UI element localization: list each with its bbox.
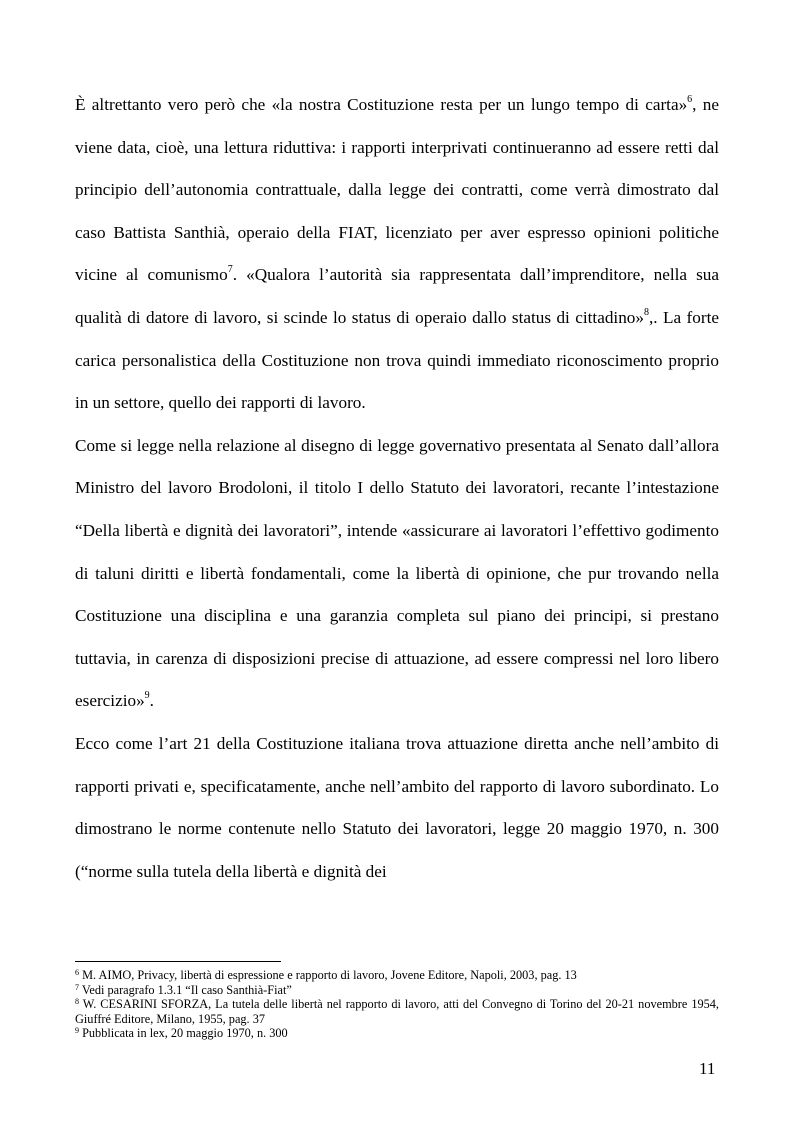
footnote-number: 7 [75, 982, 79, 992]
footnote-9 [75, 1026, 719, 1041]
footnote-8 [75, 997, 719, 1026]
footnote-ref-6: 6 [687, 94, 693, 105]
footnote-ref-8: 8 [643, 306, 649, 318]
footnote-number: 6 [75, 968, 79, 977]
footnote-text: M. AIMO, Privacy, libertà di espressione e rapporto di lavoro, Jovene Editore, Napoli, 2003, pag. 13 [79, 968, 577, 982]
footnote-number: 8 [75, 997, 79, 1007]
page-number: 11 [699, 1059, 716, 1078]
paragraph-2 [75, 425, 719, 723]
paragraph-1-text-d: ,. La forte carica personalistica della Costituzione non trova quindi immediato riconoscimento proprio in un settore, quello dei rapporti di lavoro. [75, 307, 719, 413]
footnote-text: Vedi paragrafo 1.3.1 “Il caso Santhià-Fiat” [79, 982, 292, 997]
footnotes [75, 968, 719, 1041]
paragraph-2-text-b: . [149, 691, 154, 711]
footnote-text: Pubblicata in lex, 20 maggio 1970, n. 300 [79, 1026, 288, 1041]
footnote-ref-7: 7 [227, 264, 233, 276]
paragraph-2-text-a: Come si legge nella relazione al disegno di legge governativo presentata al Senato dall’allora Ministro del lavoro Brodoloni, il titolo I dello Statuto dei lavoratori, recante l’intestazione “Della libertà e dignità dei lavoratori”, intende «assicurare ai lavoratori l’effettivo godimento di taluni diritti e libertà fondamentali, come la libertà di opinione, che pur trovando nella Costituzione una disciplina e una garanzia completa sul piano dei principi, si prestano tuttavia, in carenza di disposizioni precise di attuazione, ad essere compressi nel loro libero esercizio» [75, 435, 719, 711]
paragraph-1 [75, 84, 719, 425]
paragraph-3 [75, 723, 719, 893]
paragraph-1-text-a: È altrettanto vero però che «la nostra Costituzione resta per un lungo tempo di carta» [75, 95, 688, 114]
footnote-6 [75, 968, 719, 983]
footnote-text: W. CESARINI SFORZA, La tutela delle libertà nel rapporto di lavoro, atti del Convegno di Torino del 20-21 novembre 1954, Giuffré Editore, Milano, 1955, pag. 37 [75, 997, 719, 1026]
paragraph-1-text-b: , ne viene data, cioè, una lettura riduttiva: i rapporti interprivati continueranno ad essere retti dal principio dell’autonomia contrattuale, dalla legge dei contratti, come verrà dimostrato dal caso Battista Santhià, operaio della FIAT, licenziato per aver espresso opinioni politiche vicine al comunismo [75, 95, 719, 285]
paragraph-1-text-c: . «Qualora l’autorità sia rappresentata dall’imprenditore, nella sua qualità di datore di lavoro, si scinde lo status di operaio dallo status di cittadino» [75, 265, 719, 327]
footnote-number: 9 [75, 1026, 79, 1036]
footnote-7 [75, 983, 719, 998]
body-text [75, 84, 719, 893]
footnote-divider [75, 961, 281, 962]
paragraph-3-text-a: Ecco come l’art 21 della Costituzione italiana trova attuazione diretta anche nell’ambito di rapporti privati e, specificatamente, anche nell’ambito del rapporto di lavoro subordinato. Lo dimostrano le norme contenute nello Statuto dei lavoratori, legge 20 maggio 1970, n. 300 (“norme sulla tutela della libertà e dignità dei [75, 733, 719, 881]
footnote-ref-9: 9 [144, 690, 150, 702]
